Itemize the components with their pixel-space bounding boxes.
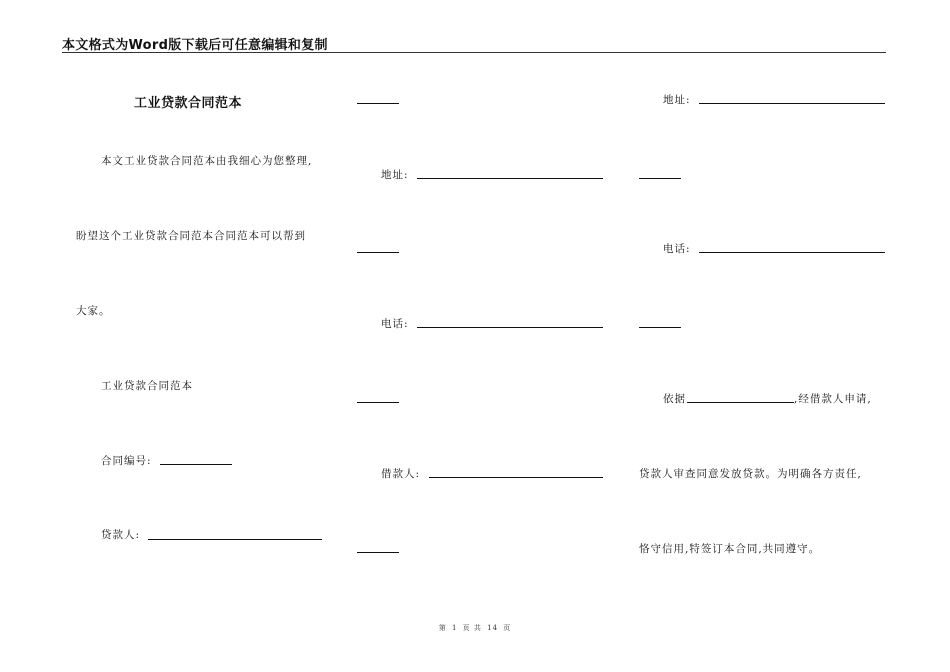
blank-line: [357, 402, 399, 403]
lender-blank: [148, 539, 322, 540]
lender-phone-label: 电话:: [381, 318, 409, 330]
header-text: 本文格式为Word版下载后可任意编辑和复制: [62, 38, 328, 53]
lender-label: 贷款人:: [101, 529, 141, 541]
lender-address-label: 地址:: [381, 169, 409, 181]
borrower-address-blank: [699, 103, 885, 104]
blank-line: [357, 252, 399, 253]
borrower-label: 借款人:: [381, 468, 421, 480]
contract-no-label: 合同编号:: [101, 455, 152, 467]
page-footer: [0, 623, 950, 633]
blank-line: [639, 178, 681, 179]
basis-suffix: ,经借款人申请,: [794, 393, 872, 405]
blank-line: [357, 552, 399, 553]
footer-suffix: 页: [503, 624, 512, 632]
borrower-phone-blank: [699, 252, 885, 253]
blank-line: [357, 103, 399, 104]
intro-line-3: 大家。: [76, 305, 111, 317]
intro-line-2: 盼望这个工业贷款合同范本合同范本可以帮到: [76, 230, 306, 242]
footer-prefix: 第: [438, 624, 447, 632]
page-header: [62, 34, 886, 53]
paragraph-line-2: 贷款人审查同意发放贷款。为明确各方责任,: [639, 468, 862, 480]
basis-prefix: 依据: [663, 393, 686, 405]
footer-mid: 页 共: [462, 624, 482, 632]
borrower-blank: [429, 477, 603, 478]
lender-phone-blank: [417, 327, 603, 328]
document-title: 工业贷款合同范本: [134, 96, 243, 111]
borrower-phone-label: 电话:: [663, 243, 691, 255]
borrower-address-label: 地址:: [663, 94, 691, 106]
contract-no-blank: [160, 464, 232, 465]
intro-line-1: 本文工业贷款合同范本由我细心为您整理,: [101, 155, 313, 167]
footer-page-number: 1: [451, 624, 458, 632]
paragraph-line-3: 恪守信用,特签订本合同,共同遵守。: [639, 543, 821, 555]
basis-blank: [687, 402, 794, 403]
subtitle: 工业贷款合同范本: [101, 380, 193, 392]
blank-line: [639, 327, 681, 328]
footer-total-pages: 14: [487, 624, 499, 632]
lender-address-blank: [417, 178, 603, 179]
